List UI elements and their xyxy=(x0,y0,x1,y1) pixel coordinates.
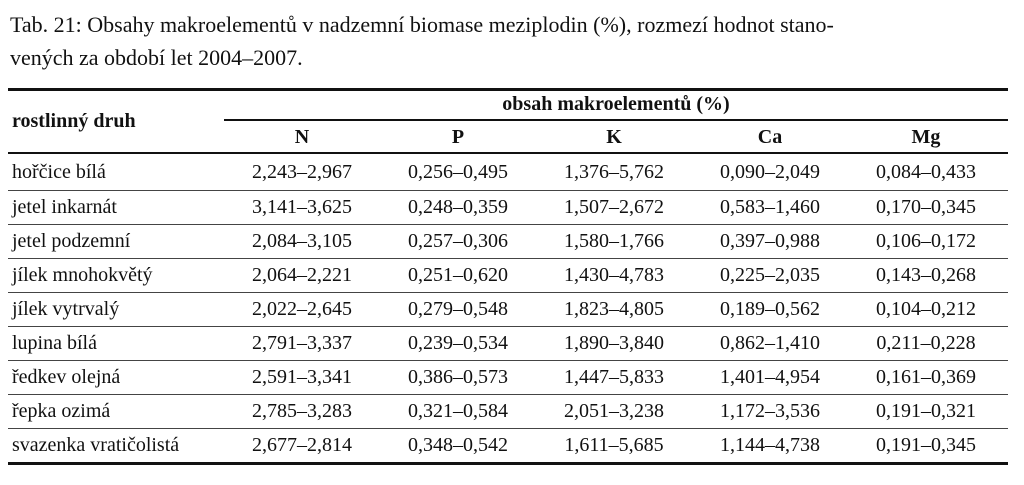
value-cell: 1,401–4,954 xyxy=(720,366,820,388)
value-cell: 0,170–0,345 xyxy=(876,196,976,218)
species-name: jetel inkarnát xyxy=(12,196,117,218)
table-row xyxy=(8,326,1008,361)
species-name: hořčice bílá xyxy=(12,161,106,183)
species-name: jílek mnohokvětý xyxy=(12,264,153,286)
value-cell: 0,257–0,306 xyxy=(408,230,508,252)
value-cell: 1,823–4,805 xyxy=(564,298,664,320)
value-cell: 0,189–0,562 xyxy=(720,298,820,320)
value-cell: 0,084–0,433 xyxy=(876,161,976,183)
value-cell: 2,051–3,238 xyxy=(564,400,664,422)
value-cell: 0,090–2,049 xyxy=(720,161,820,183)
value-cell: 2,084–3,105 xyxy=(252,230,352,252)
column-header-species: rostlinný druh xyxy=(12,110,136,132)
value-cell: 0,143–0,268 xyxy=(876,264,976,286)
table-row xyxy=(8,190,1008,225)
value-cell: 2,243–2,967 xyxy=(252,161,352,183)
value-cell: 1,507–2,672 xyxy=(564,196,664,218)
table-row xyxy=(8,258,1008,293)
value-cell: 1,172–3,536 xyxy=(720,400,820,422)
value-cell: 0,321–0,584 xyxy=(408,400,508,422)
table-caption xyxy=(10,8,1010,74)
caption-line-1: Tab. 21: Obsahy makroelementů v nadzemní biomase meziplodin (%), rozmezí hodnot stano- xyxy=(10,12,834,37)
table-row xyxy=(8,224,1008,259)
value-cell: 1,447–5,833 xyxy=(564,366,664,388)
table-row xyxy=(8,428,1008,463)
value-cell: 0,251–0,620 xyxy=(408,264,508,286)
column-group-header: obsah makroelementů (%) xyxy=(502,93,730,115)
value-cell: 1,611–5,685 xyxy=(564,434,664,456)
value-cell: 0,191–0,321 xyxy=(876,400,976,422)
value-cell: 0,211–0,228 xyxy=(876,332,976,354)
table-row xyxy=(8,292,1008,327)
table-group-rule xyxy=(224,119,1008,121)
value-cell: 0,583–1,460 xyxy=(720,196,820,218)
value-cell: 0,248–0,359 xyxy=(408,196,508,218)
column-header-n: N xyxy=(294,126,310,148)
species-name: jílek vytrvalý xyxy=(12,298,120,320)
value-cell: 2,791–3,337 xyxy=(252,332,352,354)
column-header-ca: Ca xyxy=(757,126,783,148)
value-cell: 0,161–0,369 xyxy=(876,366,976,388)
value-cell: 2,677–2,814 xyxy=(252,434,352,456)
column-header-mg: Mg xyxy=(911,126,941,148)
value-cell: 2,785–3,283 xyxy=(252,400,352,422)
value-cell: 0,862–1,410 xyxy=(720,332,820,354)
value-cell: 0,397–0,988 xyxy=(720,230,820,252)
value-cell: 0,279–0,548 xyxy=(408,298,508,320)
value-cell: 0,225–2,035 xyxy=(720,264,820,286)
value-cell: 2,022–2,645 xyxy=(252,298,352,320)
species-name: jetel podzemní xyxy=(12,230,131,252)
species-name: ředkev olejná xyxy=(12,366,121,388)
value-cell: 2,064–2,221 xyxy=(252,264,352,286)
value-cell: 0,106–0,172 xyxy=(876,230,976,252)
species-name: lupina bílá xyxy=(12,332,97,354)
value-cell: 1,890–3,840 xyxy=(564,332,664,354)
table-row xyxy=(8,156,1008,190)
value-cell: 1,430–4,783 xyxy=(564,264,664,286)
species-name: řepka ozimá xyxy=(12,400,111,422)
value-cell: 0,348–0,542 xyxy=(408,434,508,456)
value-cell: 0,256–0,495 xyxy=(408,161,508,183)
value-cell: 0,191–0,345 xyxy=(876,434,976,456)
table-header-rule xyxy=(8,152,1008,154)
value-cell: 2,591–3,341 xyxy=(252,366,352,388)
column-header-k: K xyxy=(606,126,622,148)
value-cell: 3,141–3,625 xyxy=(252,196,352,218)
value-cell: 0,386–0,573 xyxy=(408,366,508,388)
table-row xyxy=(8,394,1008,429)
value-cell: 1,376–5,762 xyxy=(564,161,664,183)
table-row xyxy=(8,360,1008,395)
table-top-rule xyxy=(8,88,1008,91)
column-header-p: P xyxy=(451,126,465,148)
value-cell: 0,239–0,534 xyxy=(408,332,508,354)
caption-line-2: vených za období let 2004–2007. xyxy=(10,45,303,70)
value-cell: 1,144–4,738 xyxy=(720,434,820,456)
value-cell: 0,104–0,212 xyxy=(876,298,976,320)
species-name: svazenka vratičolistá xyxy=(12,434,180,456)
value-cell: 1,580–1,766 xyxy=(564,230,664,252)
